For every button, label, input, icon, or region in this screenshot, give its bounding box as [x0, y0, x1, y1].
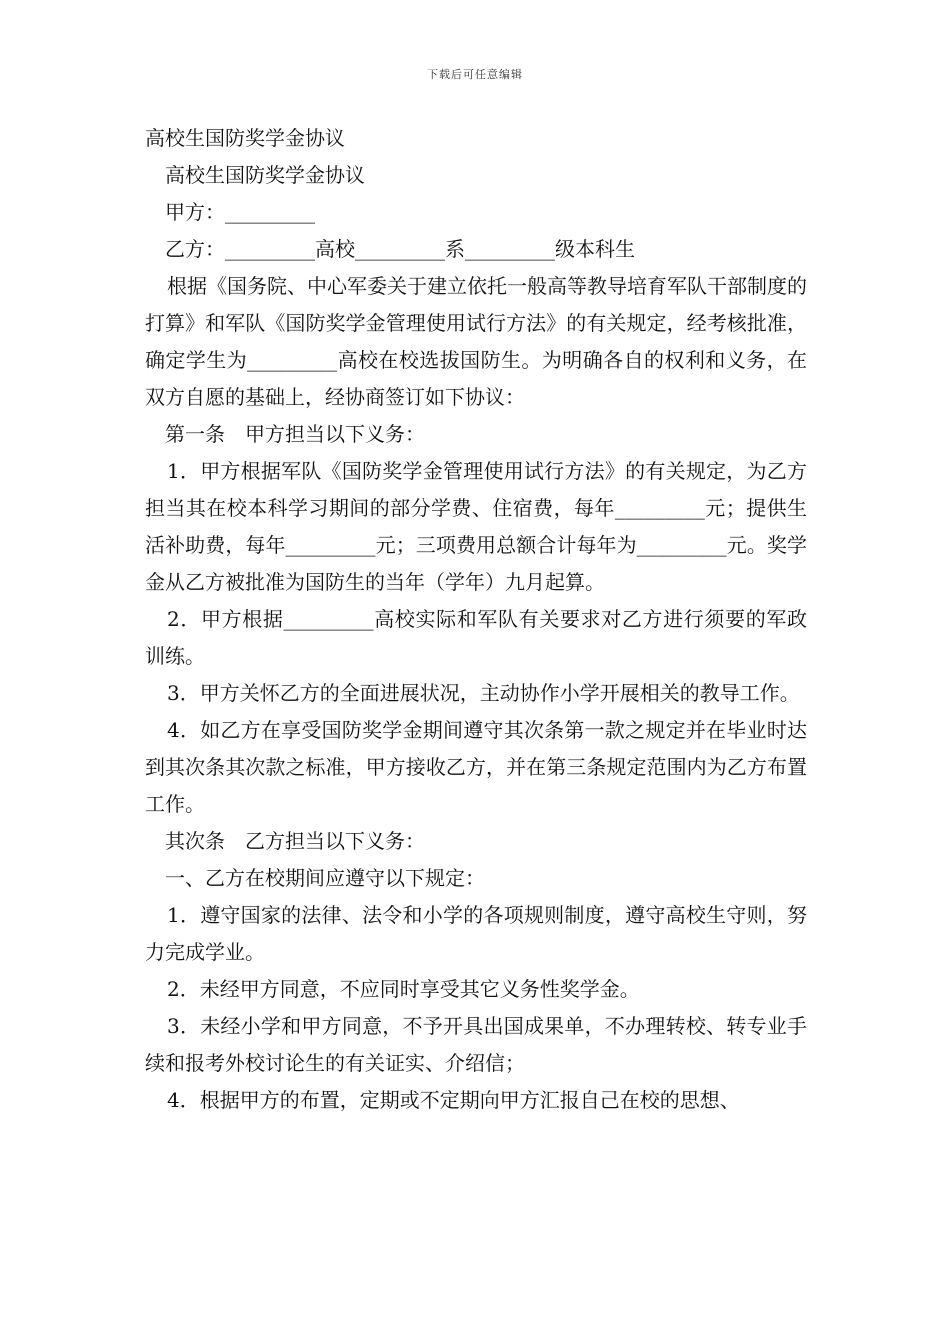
article-2-item-1: 1．遵守国家的法律、法令和小学的各项规则制度，遵守高校生守则，努力完成学业。 [145, 903, 807, 964]
party-a-line: 甲方：_________ [165, 200, 315, 224]
article-1-item-4: 4．如乙方在享受国防奖学金期间遵守其次条第一款之规定并在毕业时达到其次条其次款之标准，甲方接收乙方，并在第三条规定范围内为乙方布置工作。 [145, 718, 807, 816]
article-2-section-1: 一、乙方在校期间应遵守以下规定： [165, 866, 485, 890]
article-1-item-1: 1．甲方根据军队《国防奖学金管理使用试行方法》的有关规定，为乙方担当其在校本科学习期间的部分学费、住宿费，每年_________元；提供生活补助费，每年_________元；三项费用总额合计每年为_________元。奖学金从乙方被批准为国防生的当年（学年）九月起算。 [145, 459, 807, 594]
article-1-item-3: 3．甲方关怀乙方的全面进展状况，主动协作小学开展相关的教导工作。 [167, 681, 800, 705]
agreement-heading: 高校生国防奖学金协议 [165, 163, 365, 187]
document-body [145, 120, 807, 1119]
article-2-item-3: 3．未经小学和甲方同意，不予开具出国成果单，不办理转校、转专业手续和报考外校讨论生的有关证实、介绍信； [145, 1014, 807, 1075]
article-2-heading: 其次条 乙方担当以下义务： [165, 829, 425, 853]
article-2-item-2: 2．未经甲方同意，不应同时享受其它义务性奖学金。 [167, 977, 640, 1001]
header-note: 下载后可任意编辑 [427, 68, 523, 81]
article-1-item-2: 2．甲方根据_________高校实际和军队有关要求对乙方进行须要的军政训练。 [145, 607, 807, 668]
preamble-paragraph: 根据《国务院、中心军委关于建立依托一般高等教导培育军队干部制度的打算》和军队《国防奖学金管理使用试行方法》的有关规定，经考核批准，确定学生为_________高校在校选拔国防生。为明确各自的权利和义务，在双方自愿的基础上，经协商签订如下协议： [145, 274, 807, 409]
article-1-heading: 第一条 甲方担当以下义务： [165, 422, 425, 446]
document-title: 高校生国防奖学金协议 [145, 126, 345, 150]
article-2-item-4: 4．根据甲方的布置，定期或不定期向甲方汇报自己在校的思想、 [167, 1088, 740, 1112]
party-b-line: 乙方：_________高校_________系_________级本科生 [165, 237, 635, 261]
